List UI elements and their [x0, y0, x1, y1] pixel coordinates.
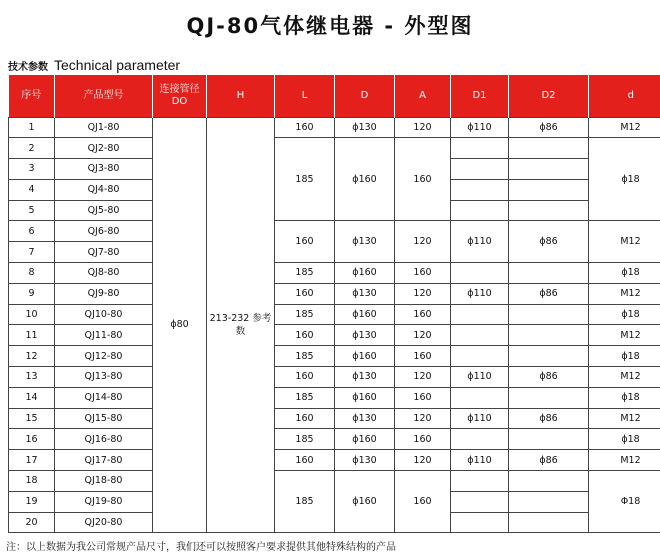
- cell-d: ϕ160: [335, 138, 395, 221]
- cell-l: 160: [275, 450, 335, 471]
- cell-a: 160: [395, 304, 451, 325]
- cell-dd: ϕ18: [589, 346, 660, 367]
- cell-model: QJ11-80: [55, 325, 153, 346]
- cell-index: 9: [9, 283, 55, 304]
- cell-index: 4: [9, 179, 55, 200]
- cell-d: ϕ160: [335, 387, 395, 408]
- cell-l: 185: [275, 263, 335, 284]
- cell-model: QJ17-80: [55, 450, 153, 471]
- cell-index: 13: [9, 367, 55, 388]
- cell-model: QJ20-80: [55, 512, 153, 533]
- technical-parameter-heading: [8, 57, 180, 73]
- table-row: [9, 450, 660, 471]
- cell-l: 185: [275, 304, 335, 325]
- cell-dd: ϕ18: [589, 304, 660, 325]
- cell-d1: ϕ110: [451, 221, 509, 263]
- cell-l: 160: [275, 221, 335, 263]
- header-dd: d: [589, 75, 660, 117]
- cell-index: 19: [9, 491, 55, 512]
- cell-a: 120: [395, 367, 451, 388]
- cell-index: 3: [9, 159, 55, 180]
- cell-a: 160: [395, 429, 451, 450]
- cell-index: 7: [9, 242, 55, 263]
- cell-d: ϕ130: [335, 117, 395, 138]
- header-model: 产品型号: [55, 75, 153, 117]
- cell-l: 160: [275, 117, 335, 138]
- table-row: [9, 408, 660, 429]
- cell-d2: [509, 491, 589, 512]
- header-d: D: [335, 75, 395, 117]
- cell-a: 120: [395, 221, 451, 263]
- cell-index: 12: [9, 346, 55, 367]
- cell-a: 120: [395, 117, 451, 138]
- cell-dd: M12: [589, 221, 660, 263]
- cell-d2: [509, 512, 589, 533]
- table-header-row: [9, 75, 660, 117]
- header-h: H: [207, 75, 275, 117]
- cell-a: 120: [395, 408, 451, 429]
- table-row: [9, 367, 660, 388]
- cell-index: 8: [9, 263, 55, 284]
- cell-d2: ϕ86: [509, 450, 589, 471]
- cell-model: QJ14-80: [55, 387, 153, 408]
- cell-d1: ϕ110: [451, 117, 509, 138]
- cell-index: 1: [9, 117, 55, 138]
- cell-d: ϕ160: [335, 304, 395, 325]
- cell-dd: M12: [589, 367, 660, 388]
- cell-index: 5: [9, 200, 55, 221]
- cell-index: 2: [9, 138, 55, 159]
- cell-d1: ϕ110: [451, 408, 509, 429]
- table-row: [9, 304, 660, 325]
- cell-d1: [451, 491, 509, 512]
- cell-a: 160: [395, 263, 451, 284]
- header-do: 连接管径DO: [153, 75, 207, 117]
- cell-model: QJ9-80: [55, 283, 153, 304]
- cell-d1: [451, 387, 509, 408]
- cell-d2: [509, 159, 589, 180]
- cell-d: ϕ160: [335, 346, 395, 367]
- cell-d: ϕ130: [335, 408, 395, 429]
- cell-l: 185: [275, 471, 335, 533]
- cell-dd: M12: [589, 325, 660, 346]
- cell-a: 160: [395, 387, 451, 408]
- cell-model: QJ2-80: [55, 138, 153, 159]
- table-row: [9, 221, 660, 242]
- cell-dd: ϕ18: [589, 138, 660, 221]
- cell-d: ϕ130: [335, 450, 395, 471]
- table-row: [9, 263, 660, 284]
- cell-index: 11: [9, 325, 55, 346]
- cell-d: ϕ160: [335, 471, 395, 533]
- cell-dd: M12: [589, 117, 660, 138]
- cell-d1: [451, 325, 509, 346]
- cell-d2: ϕ86: [509, 367, 589, 388]
- cell-a: 160: [395, 138, 451, 221]
- cell-dd: M12: [589, 450, 660, 471]
- cell-model: QJ16-80: [55, 429, 153, 450]
- cell-model: QJ18-80: [55, 471, 153, 492]
- table-row: [9, 325, 660, 346]
- cell-a: 120: [395, 283, 451, 304]
- cell-model: QJ10-80: [55, 304, 153, 325]
- header-a: A: [395, 75, 451, 117]
- cell-d: ϕ160: [335, 429, 395, 450]
- page-title: QJ-80气体继电器 - 外型图: [186, 14, 474, 38]
- cell-d1: ϕ110: [451, 450, 509, 471]
- table-row: [9, 429, 660, 450]
- cell-index: 10: [9, 304, 55, 325]
- cell-d1: [451, 429, 509, 450]
- cell-d: ϕ160: [335, 263, 395, 284]
- cell-d1: [451, 346, 509, 367]
- cell-d2: ϕ86: [509, 283, 589, 304]
- cell-index: 20: [9, 512, 55, 533]
- cell-l: 160: [275, 325, 335, 346]
- cell-model: QJ7-80: [55, 242, 153, 263]
- cell-d2: ϕ86: [509, 117, 589, 138]
- cell-do: ϕ80: [153, 117, 207, 533]
- cell-index: 18: [9, 471, 55, 492]
- cell-d1: [451, 263, 509, 284]
- cell-d: ϕ130: [335, 325, 395, 346]
- table-row: [9, 346, 660, 367]
- cell-d: ϕ130: [335, 283, 395, 304]
- cell-d1: [451, 200, 509, 221]
- cell-d1: [451, 159, 509, 180]
- cell-l: 185: [275, 346, 335, 367]
- cell-dd: M12: [589, 283, 660, 304]
- cell-d1: ϕ110: [451, 367, 509, 388]
- cell-l: 160: [275, 283, 335, 304]
- cell-l: 160: [275, 408, 335, 429]
- cell-d2: [509, 325, 589, 346]
- table-row: [9, 471, 660, 492]
- cell-d1: [451, 304, 509, 325]
- cell-dd: ϕ18: [589, 387, 660, 408]
- cell-d2: [509, 387, 589, 408]
- cell-model: QJ5-80: [55, 200, 153, 221]
- cell-a: 160: [395, 471, 451, 533]
- cell-d: ϕ130: [335, 367, 395, 388]
- cell-model: QJ12-80: [55, 346, 153, 367]
- header-l: L: [275, 75, 335, 117]
- header-d1: D1: [451, 75, 509, 117]
- cell-d1: [451, 471, 509, 492]
- cell-d2: [509, 200, 589, 221]
- table-row: [9, 283, 660, 304]
- cell-d1: [451, 512, 509, 533]
- cell-d2: ϕ86: [509, 221, 589, 263]
- params-label-en: Technical parameter: [54, 57, 181, 73]
- header-d2: D2: [509, 75, 589, 117]
- cell-d2: [509, 138, 589, 159]
- cell-d2: [509, 471, 589, 492]
- cell-l: 160: [275, 367, 335, 388]
- params-label-cn: 技术参数: [8, 62, 48, 73]
- cell-d1: [451, 179, 509, 200]
- cell-d1: ϕ110: [451, 283, 509, 304]
- cell-a: 120: [395, 450, 451, 471]
- cell-model: QJ15-80: [55, 408, 153, 429]
- cell-model: QJ1-80: [55, 117, 153, 138]
- cell-model: QJ8-80: [55, 263, 153, 284]
- footnote: 注：以上数据为我公司常规产品尺寸，我们还可以按照客户要求提供其他特殊结构的产品: [6, 542, 396, 553]
- cell-index: 16: [9, 429, 55, 450]
- table-row: [9, 117, 660, 138]
- cell-d2: [509, 346, 589, 367]
- cell-model: QJ3-80: [55, 159, 153, 180]
- cell-model: QJ13-80: [55, 367, 153, 388]
- cell-model: QJ19-80: [55, 491, 153, 512]
- cell-d2: [509, 429, 589, 450]
- cell-d2: [509, 263, 589, 284]
- cell-dd: ϕ18: [589, 429, 660, 450]
- cell-l: 185: [275, 387, 335, 408]
- cell-dd: Φ18: [589, 471, 660, 533]
- cell-d2: [509, 304, 589, 325]
- cell-d2: ϕ86: [509, 408, 589, 429]
- cell-a: 120: [395, 325, 451, 346]
- parameter-table: [8, 75, 660, 533]
- cell-model: QJ6-80: [55, 221, 153, 242]
- cell-d2: [509, 179, 589, 200]
- cell-dd: ϕ18: [589, 263, 660, 284]
- cell-index: 6: [9, 221, 55, 242]
- table-row: [9, 138, 660, 159]
- cell-d: ϕ130: [335, 221, 395, 263]
- cell-l: 185: [275, 138, 335, 221]
- table-row: [9, 387, 660, 408]
- cell-index: 15: [9, 408, 55, 429]
- cell-dd: M12: [589, 408, 660, 429]
- cell-l: 185: [275, 429, 335, 450]
- header-index: 序号: [9, 75, 55, 117]
- cell-a: 160: [395, 346, 451, 367]
- cell-index: 14: [9, 387, 55, 408]
- cell-d1: [451, 138, 509, 159]
- cell-index: 17: [9, 450, 55, 471]
- cell-model: QJ4-80: [55, 179, 153, 200]
- cell-h: 213-232 参考数: [207, 117, 275, 533]
